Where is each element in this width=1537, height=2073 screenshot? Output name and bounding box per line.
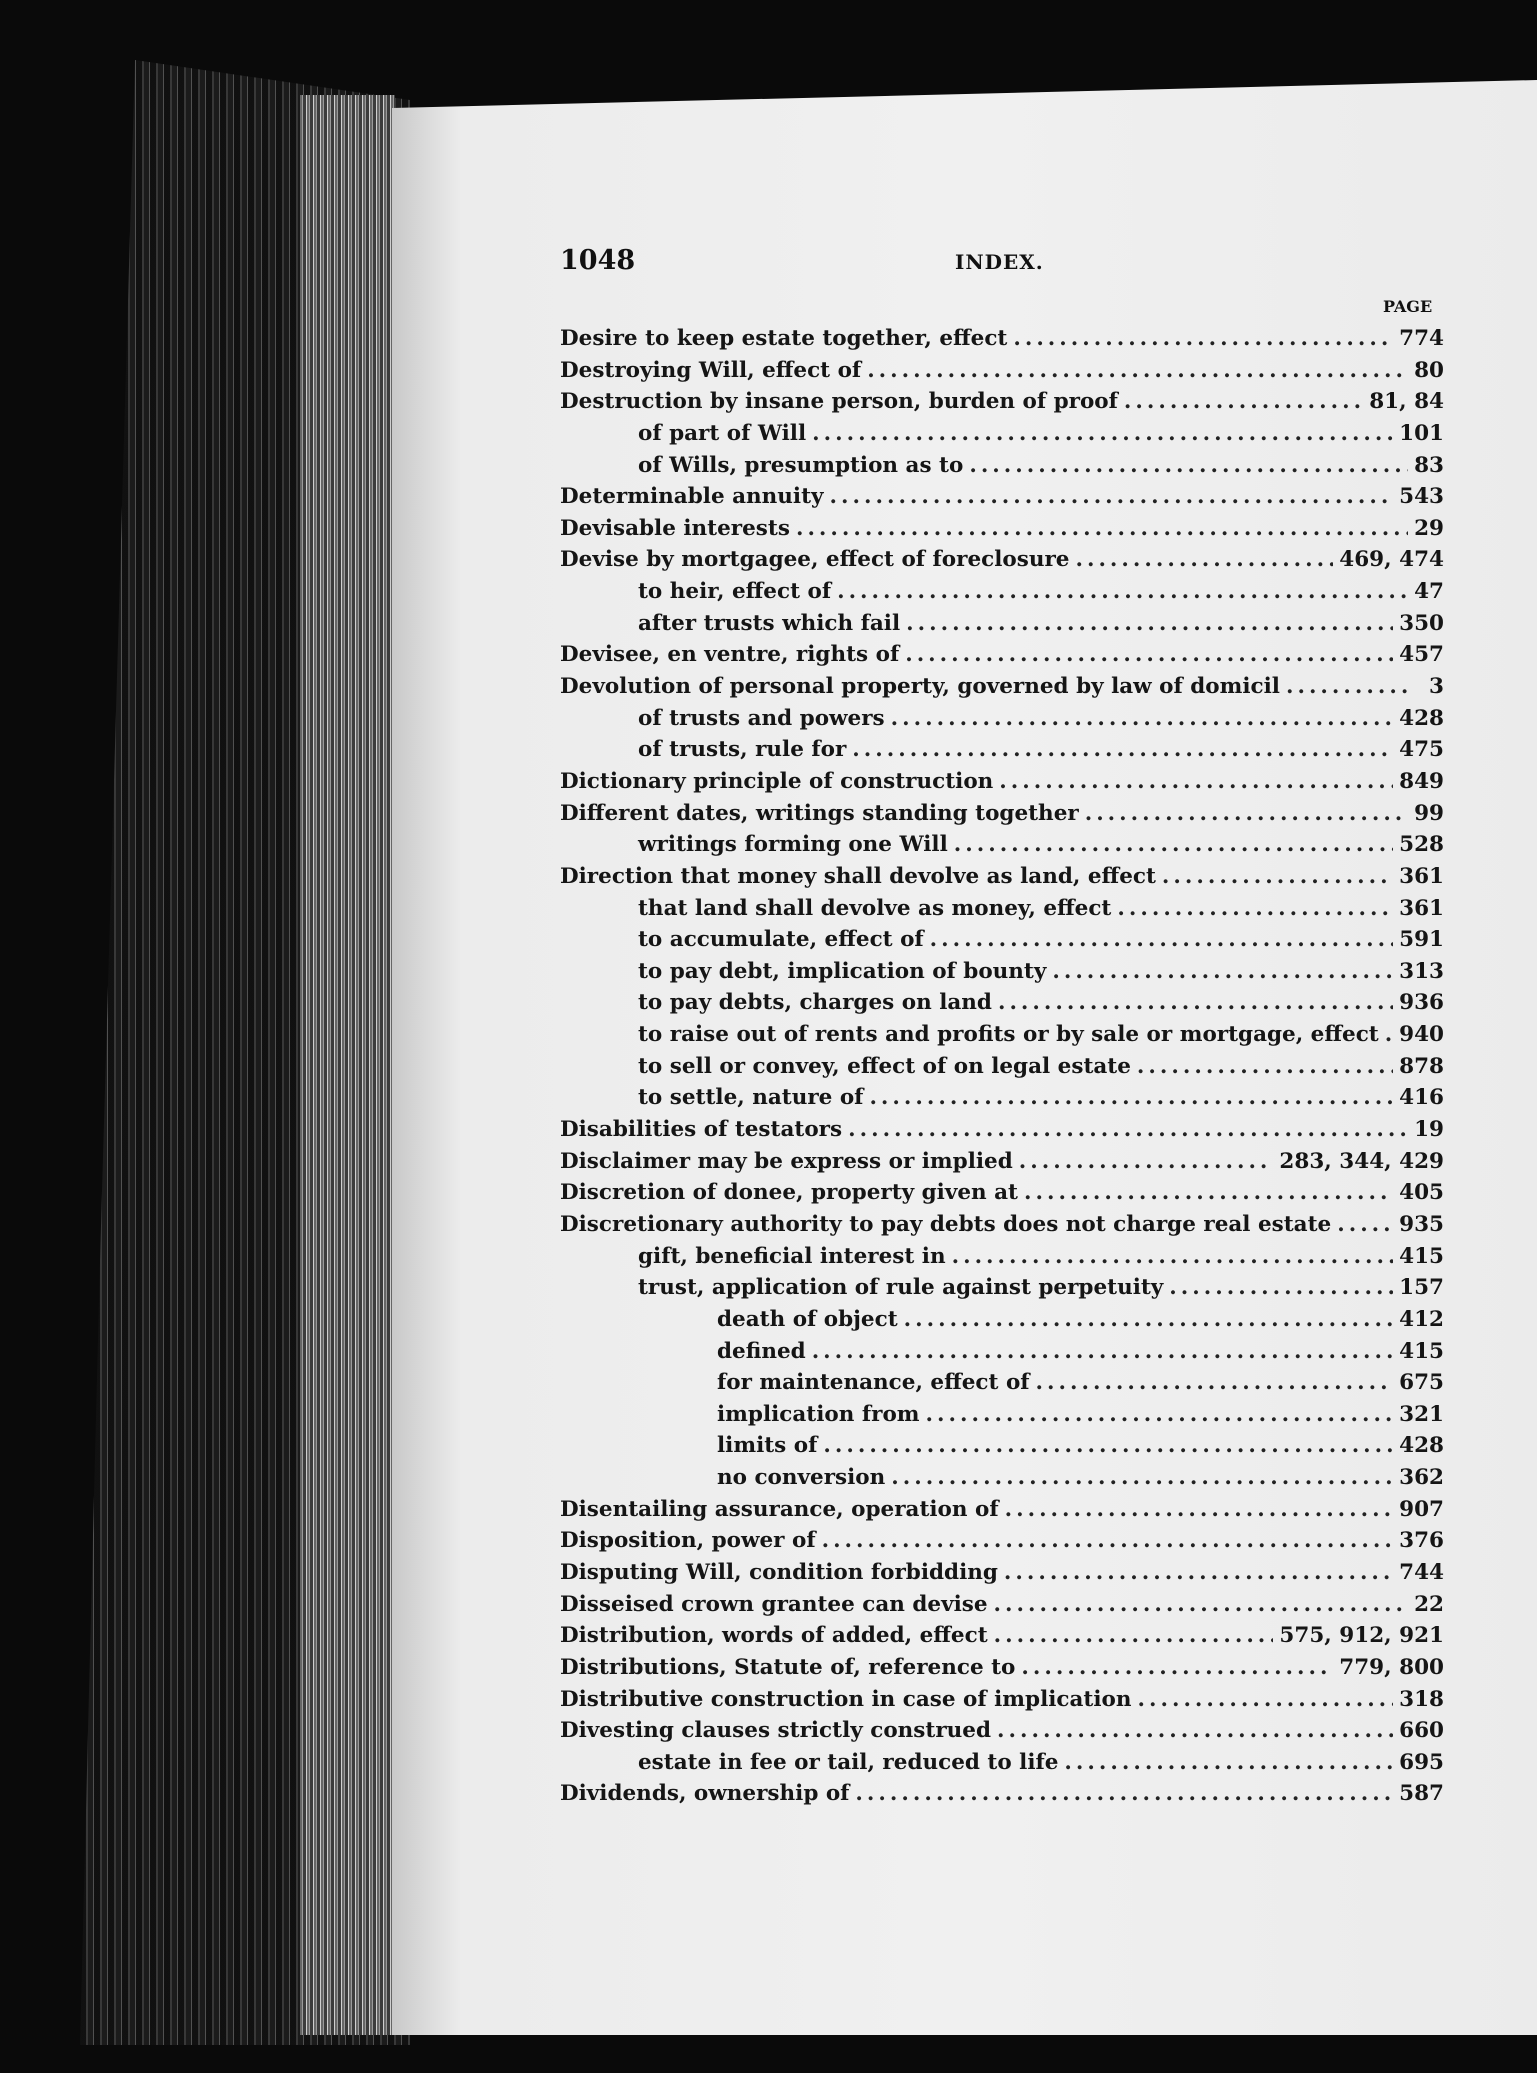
entry-text: Devolution of personal property, governed by law of domicil [560, 674, 1280, 700]
index-entry [560, 579, 1444, 611]
entry-page: 878 [1399, 1053, 1444, 1079]
index-entry [560, 1370, 1444, 1402]
index-entry [560, 769, 1444, 801]
entry-page: 744 [1399, 1559, 1444, 1585]
index-entry [560, 611, 1444, 643]
entry-page: 313 [1399, 958, 1444, 984]
entry-text: no conversion [717, 1465, 886, 1491]
index-entry [560, 1149, 1444, 1181]
index-entry [560, 484, 1444, 516]
index-entry [560, 1275, 1444, 1307]
index-entry [560, 1054, 1444, 1086]
leader-dots [1085, 801, 1408, 826]
book-page-edges-highlight [300, 95, 395, 2035]
entry-page: 405 [1399, 1180, 1444, 1206]
entry-page: 935 [1399, 1211, 1444, 1237]
leader-dots [969, 453, 1408, 478]
index-entry [560, 1180, 1444, 1212]
index-entry [560, 1655, 1444, 1687]
leader-dots [1117, 896, 1393, 921]
entry-page: 99 [1414, 800, 1444, 826]
leader-dots [1138, 1687, 1394, 1712]
entry-page: 318 [1399, 1686, 1444, 1712]
entry-text: defined [717, 1338, 806, 1364]
index-entry [560, 959, 1444, 991]
leader-dots [994, 1623, 1274, 1648]
leader-dots [1036, 1370, 1394, 1395]
entry-text: estate in fee or tail, reduced to life [638, 1749, 1059, 1775]
leader-dots [848, 1117, 1408, 1142]
entry-page: 19 [1414, 1117, 1444, 1143]
entry-page: 157 [1399, 1275, 1444, 1301]
entry-page: 428 [1399, 1433, 1444, 1459]
entry-text: Different dates, writings standing together [560, 800, 1079, 826]
leader-dots [1169, 1275, 1393, 1300]
leader-dots [823, 1433, 1393, 1458]
leader-dots [1004, 1560, 1393, 1585]
leader-dots [1005, 1497, 1394, 1522]
entry-text: Devisable interests [560, 515, 790, 541]
leader-dots [867, 358, 1408, 383]
entry-text: to sell or convey, effect of on legal estate [638, 1053, 1131, 1079]
entry-page: 361 [1399, 863, 1444, 889]
leader-dots [1019, 1149, 1274, 1174]
entry-text: to settle, nature of [638, 1085, 864, 1111]
entry-page: 101 [1399, 420, 1444, 446]
entry-page: 321 [1399, 1401, 1444, 1427]
entry-text: Determinable annuity [560, 484, 824, 510]
entry-text: Disentailing assurance, operation of [560, 1496, 999, 1522]
entry-page: 362 [1399, 1465, 1444, 1491]
index-entry [560, 1560, 1444, 1592]
leader-dots [1013, 326, 1393, 351]
entry-text: to accumulate, effect of [638, 927, 924, 953]
entry-text: Distributive construction in case of implication [560, 1686, 1132, 1712]
leader-dots [1024, 1180, 1393, 1205]
index-entry [560, 516, 1444, 548]
entry-page: 575, 912, 921 [1279, 1623, 1444, 1649]
entry-text: Disabilities of testators [560, 1117, 843, 1143]
entry-page: 940 [1399, 1022, 1444, 1048]
index-entry [560, 832, 1444, 864]
leader-dots [1337, 1212, 1393, 1237]
leader-dots [999, 769, 1393, 794]
leader-dots [891, 1465, 1393, 1490]
index-entry [560, 1117, 1444, 1149]
entry-text: Devise by mortgagee, effect of foreclosure [560, 547, 1070, 573]
leader-dots [904, 1307, 1393, 1332]
leader-dots [855, 1781, 1393, 1806]
leader-dots [1385, 1022, 1393, 1047]
leader-dots [1137, 1054, 1393, 1079]
index-entry [560, 990, 1444, 1022]
index-entry [560, 896, 1444, 928]
entry-page: 475 [1399, 737, 1444, 763]
leader-dots [905, 642, 1393, 667]
leader-dots [1286, 674, 1410, 699]
entry-text: Disseised crown grantee can devise [560, 1591, 988, 1617]
entry-text: of part of Will [638, 420, 807, 446]
index-entry [560, 1718, 1444, 1750]
index-entry [560, 1623, 1444, 1655]
index-entry [560, 674, 1444, 706]
index-entry [560, 1465, 1444, 1497]
entry-text: to heir, effect of [638, 579, 832, 605]
entry-text: writings forming one Will [638, 832, 948, 858]
entry-page: 29 [1414, 515, 1444, 541]
entry-page: 83 [1414, 452, 1444, 478]
index-entry [560, 1085, 1444, 1117]
index-entry [560, 1528, 1444, 1560]
entry-page: 428 [1399, 705, 1444, 731]
leader-dots [952, 1244, 1394, 1269]
entry-page: 587 [1399, 1781, 1444, 1807]
leader-dots [852, 737, 1393, 762]
index-entry [560, 1244, 1444, 1276]
index-entry [560, 1687, 1444, 1719]
entry-text: of Wills, presumption as to [638, 452, 964, 478]
index-entry [560, 389, 1444, 421]
leader-dots [930, 927, 1393, 952]
entry-text: Dictionary principle of construction [560, 768, 994, 794]
leader-dots [954, 832, 1393, 857]
entry-text: that land shall devolve as money, effect [638, 895, 1112, 921]
leader-dots [926, 1402, 1394, 1427]
entry-text: for maintenance, effect of [717, 1370, 1030, 1396]
entry-text: Distribution, words of added, effect [560, 1623, 988, 1649]
index-entry [560, 547, 1444, 579]
entry-page: 283, 344, 429 [1279, 1148, 1444, 1174]
entry-page: 350 [1399, 610, 1444, 636]
leader-dots [1162, 864, 1393, 889]
leader-dots [1052, 959, 1393, 984]
entry-text: to pay debt, implication of bounty [638, 958, 1047, 984]
leader-dots [891, 706, 1393, 731]
entry-text: trust, application of rule against perpetuity [638, 1275, 1164, 1301]
index-entry [560, 706, 1444, 738]
entry-page: 415 [1399, 1338, 1444, 1364]
entry-page: 695 [1399, 1749, 1444, 1775]
leader-dots [994, 1592, 1409, 1617]
index-entry [560, 358, 1444, 390]
index-entry [560, 864, 1444, 896]
entry-page: 412 [1399, 1306, 1444, 1332]
index-entry [560, 1592, 1444, 1624]
entry-text: of trusts and powers [638, 705, 885, 731]
index-entry [560, 801, 1444, 833]
index-entries [560, 326, 1444, 1813]
entry-text: Devisee, en ventre, rights of [560, 642, 900, 668]
entry-text: Divesting clauses strictly construed [560, 1718, 991, 1744]
entry-page: 3 [1429, 674, 1444, 700]
leader-dots [906, 611, 1393, 636]
page-column-header: PAGE [1383, 297, 1433, 316]
entry-text: to raise out of rents and profits or by sale or mortgage, effect [638, 1022, 1379, 1048]
entry-text: of trusts, rule for [638, 737, 847, 763]
page-number: 1048 [560, 245, 636, 276]
entry-text: Dividends, ownership of [560, 1781, 850, 1807]
entry-page: 907 [1399, 1496, 1444, 1522]
leader-dots [830, 484, 1394, 509]
leader-dots [812, 1339, 1393, 1364]
entry-page: 591 [1399, 927, 1444, 953]
entry-text: Disclaimer may be express or implied [560, 1148, 1013, 1174]
entry-page: 81, 84 [1369, 389, 1444, 415]
entry-text: Destruction by insane person, burden of proof [560, 389, 1118, 415]
index-entry [560, 1781, 1444, 1813]
leader-dots [1064, 1750, 1393, 1775]
leader-dots [1075, 547, 1333, 572]
entry-page: 80 [1414, 357, 1444, 383]
entry-page: 779, 800 [1339, 1654, 1444, 1680]
index-entry [560, 1750, 1444, 1782]
index-entry [560, 326, 1444, 358]
index-entry [560, 1022, 1444, 1054]
leader-dots [837, 579, 1408, 604]
entry-page: 416 [1399, 1085, 1444, 1111]
entry-text: Discretion of donee, property given at [560, 1180, 1018, 1206]
entry-page: 849 [1399, 768, 1444, 794]
leader-dots [1124, 389, 1363, 414]
entry-text: death of object [717, 1306, 898, 1332]
entry-page: 457 [1399, 642, 1444, 668]
leader-dots [869, 1085, 1393, 1110]
entry-page: 47 [1414, 579, 1444, 605]
running-head: INDEX. [955, 250, 1044, 274]
entry-text: Disputing Will, condition forbidding [560, 1559, 998, 1585]
entry-page: 469, 474 [1339, 547, 1444, 573]
entry-text: Discretionary authority to pay debts does not charge real estate [560, 1211, 1332, 1237]
entry-text: Distributions, Statute of, reference to [560, 1654, 1016, 1680]
index-entry [560, 1339, 1444, 1371]
index-entry [560, 642, 1444, 674]
entry-page: 936 [1399, 990, 1444, 1016]
entry-text: Destroying Will, effect of [560, 357, 862, 383]
entry-page: 415 [1399, 1243, 1444, 1269]
entry-text: Disposition, power of [560, 1528, 816, 1554]
leader-dots [812, 421, 1393, 446]
leader-dots [822, 1528, 1394, 1553]
entry-page: 376 [1399, 1528, 1444, 1554]
index-entry [560, 421, 1444, 453]
index-entry [560, 1307, 1444, 1339]
index-entry [560, 1497, 1444, 1529]
entry-page: 543 [1399, 484, 1444, 510]
entry-page: 528 [1399, 832, 1444, 858]
leader-dots [998, 990, 1393, 1015]
entry-text: to pay debts, charges on land [638, 990, 992, 1016]
entry-page: 675 [1399, 1370, 1444, 1396]
entry-text: gift, beneficial interest in [638, 1243, 946, 1269]
entry-text: limits of [717, 1433, 818, 1459]
entry-text: Desire to keep estate together, effect [560, 326, 1008, 351]
index-entry [560, 1402, 1444, 1434]
entry-text: implication from [717, 1401, 920, 1427]
index-entry [560, 927, 1444, 959]
leader-dots [796, 516, 1408, 541]
index-entry [560, 737, 1444, 769]
leader-dots [997, 1718, 1393, 1743]
index-entry [560, 1212, 1444, 1244]
entry-page: 774 [1399, 326, 1444, 351]
leader-dots [1021, 1655, 1333, 1680]
entry-text: after trusts which fail [638, 610, 901, 636]
entry-page: 22 [1414, 1591, 1444, 1617]
entry-text: Direction that money shall devolve as land, effect [560, 863, 1156, 889]
index-entry [560, 453, 1444, 485]
index-entry [560, 1433, 1444, 1465]
entry-page: 361 [1399, 895, 1444, 921]
entry-page: 660 [1399, 1718, 1444, 1744]
